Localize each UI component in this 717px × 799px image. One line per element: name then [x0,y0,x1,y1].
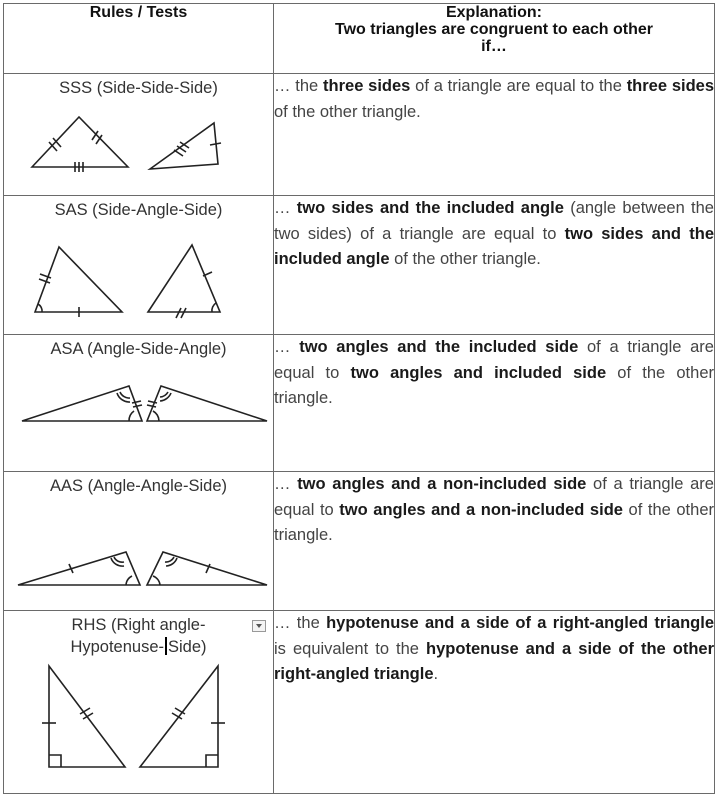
explanation-bold-text: two angles and a non-included side [297,475,587,493]
table-row-rhs [4,611,715,794]
explanation-bold-text: three sides [626,77,715,95]
explanation-rhs [274,611,715,794]
aas-triangles-figure [4,472,274,611]
explanation-text: of the other triangle. [274,500,714,545]
explanation-sas [274,196,715,335]
explanation-sss [274,74,715,196]
header-explanation [274,4,715,74]
explanation-text: of a triangle are equal to [274,338,714,382]
explanation-bold-text: two angles and included side [350,363,607,382]
explanation-bold-text: two sides and the included angle [274,224,714,269]
explanation-text: is equivalent to the [274,639,427,658]
rule-cell-sas [4,196,274,335]
rule-cell-asa [4,335,274,472]
explanation-bold-text: two sides and the included angle [296,199,564,217]
rhs-triangles-figure [4,611,274,794]
rule-name-sss: SSS (Side-Side-Side) [59,79,218,97]
explanation-text: . [433,665,439,684]
congruence-rules-table [3,3,715,794]
explanation-text: … [274,475,298,493]
explanation-aas [274,472,715,611]
rule-name-rhs-line1: RHS (Right angle- [71,616,206,634]
rule-cell-aas [4,472,274,611]
sss-triangles-figure [4,74,274,196]
header-explanation-if: if… [481,38,507,55]
explanation-text: of a triangle are equal to [274,475,714,519]
header-rules-tests: Rules / Tests [4,4,274,74]
rule-name-sas: SAS (Side-Angle-Side) [54,201,223,219]
explanation-text: of a triangle are equal to the [410,77,627,95]
explanation-bold-text: three sides [323,77,411,95]
table-row-sss [4,74,715,196]
rule-cell-rhs [4,611,274,794]
table-row-aas [4,472,715,611]
explanation-text: … the [274,77,324,95]
rule-name-aas: AAS (Angle-Angle-Side) [49,477,227,495]
explanation-text: of the other triangle. [389,250,541,269]
explanation-text: of the other triangle. [274,363,714,408]
explanation-asa [274,335,715,472]
explanation-text: … [274,338,300,356]
header-row [4,4,715,74]
header-explanation-subtitle: Two triangles are congruent to each other [335,21,653,38]
asa-triangles-figure [4,335,274,472]
explanation-text: … [274,199,297,217]
rule-name-asa: ASA (Angle-Side-Angle) [50,340,227,358]
explanation-bold-text: two angles and the included side [299,338,579,356]
explanation-bold-text: hypotenuse and a side of the other right-angled triangle [274,639,714,684]
table-row-sas [4,196,715,335]
rule-cell-sss [4,74,274,196]
explanation-bold-text: two angles and a non-included side [339,500,623,519]
header-explanation-title: Explanation: [445,4,542,21]
table-row-asa [4,335,715,472]
explanation-text: (angle between the two sides) of a triangle are equal to [274,199,714,243]
rule-name-rhs-line2a: Hypotenuse- [70,638,165,656]
explanation-bold-text: hypotenuse and a side of a right-angled triangle [326,614,715,632]
rule-name-rhs-line2b: Side) [168,638,207,656]
explanation-text: of the other triangle. [274,102,421,121]
sas-triangles-figure [4,196,274,335]
explanation-text: … the [274,614,327,632]
